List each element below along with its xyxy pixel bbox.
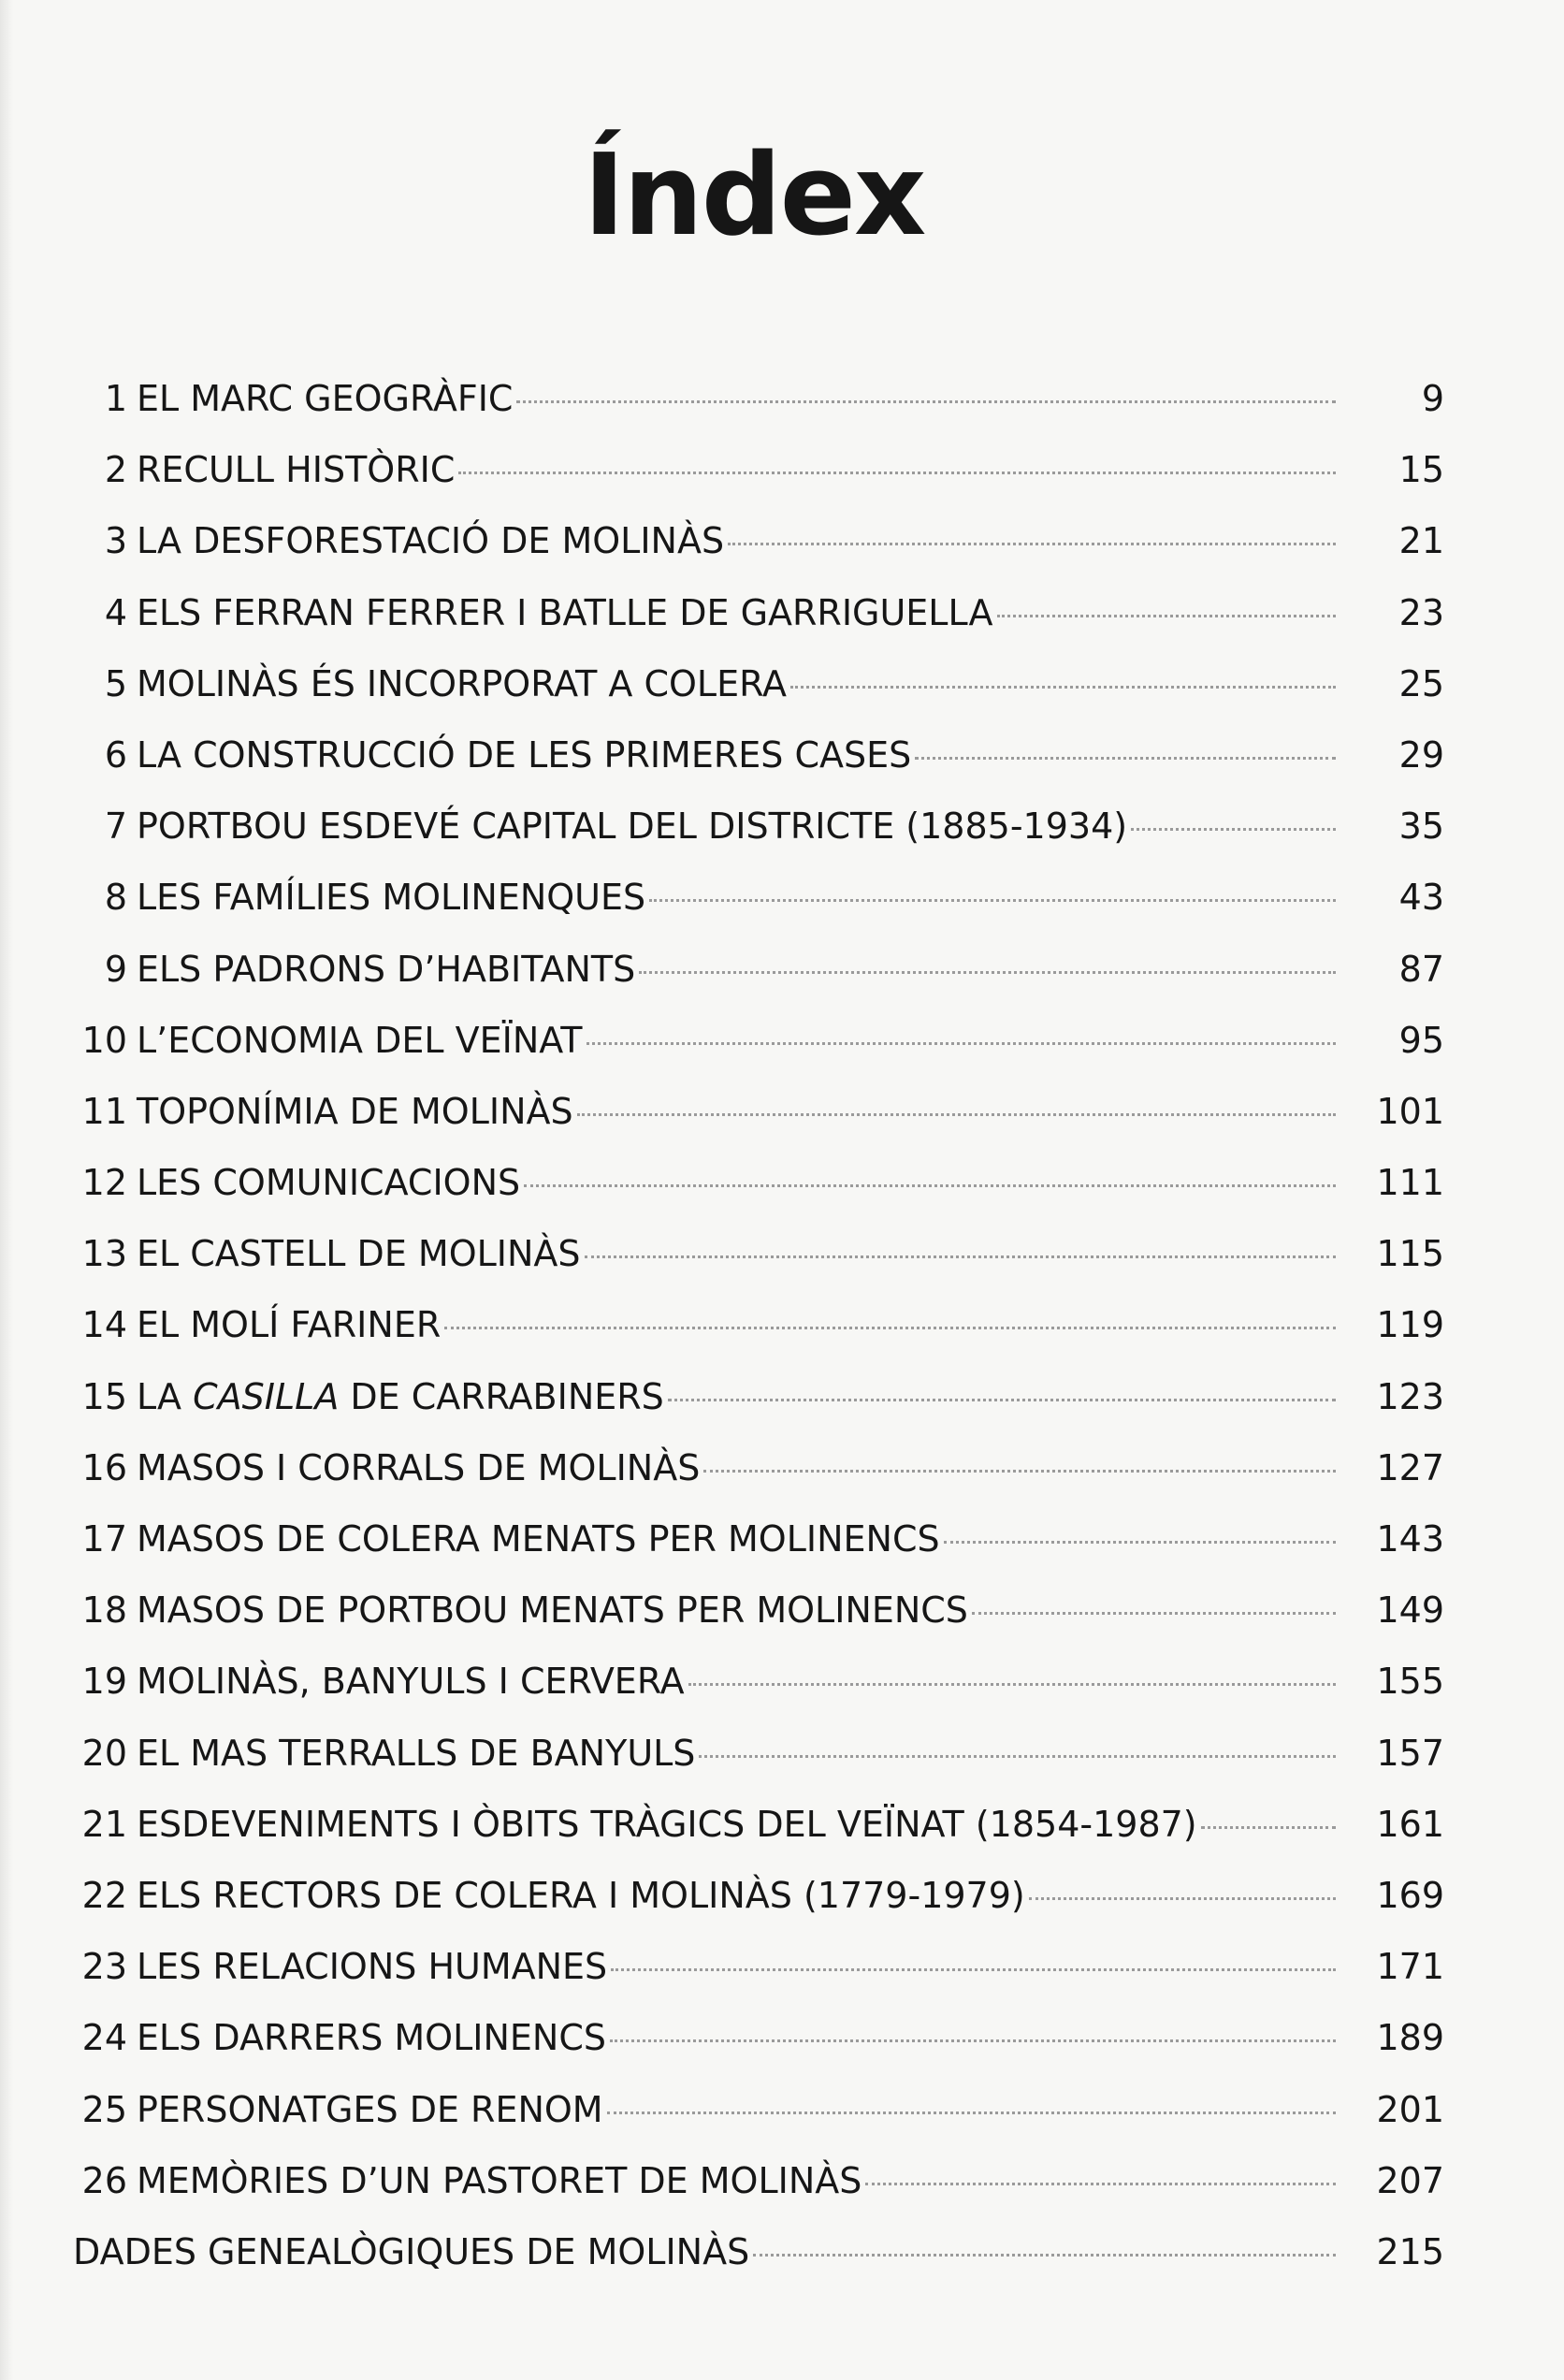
dot-leader <box>649 899 1336 902</box>
chapter-number: 9 <box>104 948 127 990</box>
dot-leader <box>865 2183 1336 2185</box>
chapter-title: PORTBOU ESDEVÉ CAPITAL DEL DISTRICTE (1885-1934) <box>137 805 1128 848</box>
chapter-title: DADES GENEALÒGIQUES DE MOLINÀS <box>73 2230 750 2272</box>
chapter-title: MOLINÀS ÉS INCORPORAT A COLERA <box>137 662 787 704</box>
dot-leader <box>639 971 1336 974</box>
dot-leader <box>585 1255 1336 1258</box>
page-number: 157 <box>1376 1732 1444 1774</box>
dot-leader <box>668 1399 1336 1401</box>
page-number: 127 <box>1376 1446 1444 1488</box>
chapter-title: LA CASILLA DE CARRABINERS <box>137 1375 664 1417</box>
toc-entry <box>73 2074 1444 2145</box>
page-number: 155 <box>1376 1661 1444 1703</box>
toc-entry <box>73 1147 1444 1218</box>
page-number: 21 <box>1398 520 1444 562</box>
toc-entry <box>73 1718 1444 1789</box>
toc-entry <box>73 1575 1444 1646</box>
chapter-title: LES RELACIONS HUMANES <box>137 1946 608 1988</box>
dot-leader <box>444 1327 1336 1329</box>
page-number: 149 <box>1376 1589 1444 1632</box>
chapter-number: 18 <box>81 1589 127 1632</box>
chapter-number: 3 <box>104 520 127 562</box>
dot-leader <box>610 2039 1336 2042</box>
dot-leader <box>915 757 1336 760</box>
chapter-number: 8 <box>104 877 127 919</box>
page-number: 123 <box>1376 1375 1444 1417</box>
page-number: 111 <box>1376 1162 1444 1204</box>
chapter-number: 15 <box>81 1375 127 1417</box>
toc-entry <box>73 1432 1444 1503</box>
dot-leader <box>611 1968 1336 1971</box>
page-number: 87 <box>1398 948 1444 990</box>
toc-entry <box>73 577 1444 648</box>
page-number: 215 <box>1376 2230 1444 2272</box>
chapter-title: EL CASTELL DE MOLINÀS <box>137 1233 581 1275</box>
dot-leader <box>607 2112 1336 2114</box>
chapter-number: 17 <box>81 1518 127 1560</box>
chapter-title: EL MOLÍ FARINER <box>137 1304 442 1346</box>
chapter-title: ELS RECTORS DE COLERA I MOLINÀS (1779-1979) <box>137 1874 1025 1916</box>
dot-leader <box>997 615 1336 617</box>
chapter-title: LES FAMÍLIES MOLINENQUES <box>137 877 646 919</box>
page-number: 115 <box>1376 1233 1444 1275</box>
page-number: 169 <box>1376 1874 1444 1916</box>
toc-entry <box>73 1218 1444 1289</box>
dot-leader <box>524 1184 1336 1187</box>
toc-entry <box>73 1931 1444 2002</box>
toc-entry <box>73 2145 1444 2216</box>
toc-entry <box>73 1503 1444 1575</box>
toc-entry <box>73 1076 1444 1147</box>
dot-leader <box>944 1541 1336 1544</box>
dot-leader <box>972 1612 1336 1615</box>
page-number: 29 <box>1398 733 1444 776</box>
chapter-number: 26 <box>81 2159 127 2201</box>
chapter-number: 21 <box>81 1803 127 1845</box>
toc-entry <box>73 648 1444 719</box>
toc-entry <box>73 1789 1444 1860</box>
dot-leader <box>577 1113 1336 1116</box>
page-number: 143 <box>1376 1518 1444 1560</box>
dot-leader <box>1131 828 1336 831</box>
chapter-title: MASOS DE PORTBOU MENATS PER MOLINENCS <box>137 1589 968 1632</box>
chapter-title: MASOS DE COLERA MENATS PER MOLINENCS <box>137 1518 940 1560</box>
chapter-title: ELS DARRERS MOLINENCS <box>137 2017 606 2059</box>
toc-entry <box>73 1860 1444 1931</box>
chapter-number: 25 <box>81 2088 127 2130</box>
chapter-title: ESDEVENIMENTS I ÒBITS TRÀGICS DEL VEÏNAT (1854-1987) <box>137 1803 1197 1845</box>
dot-leader <box>516 400 1336 403</box>
chapter-title: MEMÒRIES D’UN PASTORET DE MOLINÀS <box>137 2159 862 2201</box>
toc-entry <box>73 2216 1444 2287</box>
chapter-title: EL MAS TERRALLS DE BANYULS <box>137 1732 696 1774</box>
dot-leader <box>458 472 1336 474</box>
chapter-number: 7 <box>104 805 127 848</box>
toc-entry <box>73 719 1444 791</box>
toc-entry <box>73 363 1444 434</box>
page-number: 207 <box>1376 2159 1444 2201</box>
page-number: 161 <box>1376 1803 1444 1845</box>
dot-leader <box>1029 1897 1336 1900</box>
page-number: 43 <box>1398 877 1444 919</box>
chapter-title: RECULL HISTÒRIC <box>137 449 456 491</box>
chapter-number: 2 <box>104 449 127 491</box>
page-number: 15 <box>1398 449 1444 491</box>
dot-leader <box>703 1470 1336 1473</box>
chapter-title: ELS FERRAN FERRER I BATLLE DE GARRIGUELLA <box>137 591 993 633</box>
chapter-title: EL MARC GEOGRÀFIC <box>137 378 514 419</box>
page-number: 101 <box>1376 1090 1444 1132</box>
dot-leader <box>753 2254 1336 2257</box>
toc-entry <box>73 1289 1444 1360</box>
dot-leader <box>688 1683 1336 1686</box>
toc-entry <box>73 2002 1444 2073</box>
toc-entry <box>73 1005 1444 1076</box>
chapter-number: 5 <box>104 662 127 704</box>
chapter-number: 14 <box>81 1304 127 1346</box>
dot-leader <box>1201 1826 1336 1829</box>
page-number: 9 <box>1421 378 1444 419</box>
dot-leader <box>699 1755 1336 1758</box>
page-title: Índex <box>583 131 925 261</box>
dot-leader <box>728 543 1336 545</box>
chapter-number: 16 <box>81 1446 127 1488</box>
chapter-number: 6 <box>104 733 127 776</box>
page-number: 25 <box>1398 662 1444 704</box>
dot-leader <box>586 1042 1336 1045</box>
chapter-title: TOPONÍMIA DE MOLINÀS <box>137 1090 573 1132</box>
chapter-title: MOLINÀS, BANYULS I CERVERA <box>137 1661 685 1703</box>
chapter-title: MASOS I CORRALS DE MOLINÀS <box>137 1446 701 1488</box>
chapter-title: PERSONATGES DE RENOM <box>137 2088 603 2130</box>
toc-entry <box>73 934 1444 1005</box>
toc-entry <box>73 1361 1444 1432</box>
chapter-number: 20 <box>81 1732 127 1774</box>
toc-entry <box>73 1646 1444 1717</box>
chapter-title: LA DESFORESTACIÓ DE MOLINÀS <box>137 520 725 562</box>
page-number: 171 <box>1376 1946 1444 1988</box>
chapter-number: 1 <box>104 378 127 419</box>
chapter-number: 23 <box>81 1946 127 1988</box>
page-edge-shadow <box>0 0 13 2380</box>
chapter-title: ELS PADRONS D’HABITANTS <box>137 948 636 990</box>
toc-entry <box>73 862 1444 933</box>
page-number: 201 <box>1376 2088 1444 2130</box>
page-number: 95 <box>1398 1019 1444 1061</box>
page-number: 189 <box>1376 2017 1444 2059</box>
chapter-number: 12 <box>81 1162 127 1204</box>
toc-entry <box>73 434 1444 505</box>
page-number: 119 <box>1376 1304 1444 1346</box>
chapter-title: LA CONSTRUCCIÓ DE LES PRIMERES CASES <box>137 733 912 776</box>
toc-entry <box>73 505 1444 576</box>
chapter-title: LES COMUNICACIONS <box>137 1162 521 1204</box>
table-of-contents <box>73 363 1444 2287</box>
chapter-title: L’ECONOMIA DEL VEÏNAT <box>137 1019 583 1061</box>
chapter-number: 22 <box>81 1874 127 1916</box>
chapter-number: 11 <box>81 1090 127 1132</box>
chapter-number: 4 <box>104 591 127 633</box>
dot-leader <box>790 686 1336 689</box>
chapter-number: 13 <box>81 1233 127 1275</box>
page-number: 23 <box>1398 591 1444 633</box>
chapter-number: 19 <box>81 1661 127 1703</box>
chapter-number: 10 <box>81 1019 127 1061</box>
toc-entry <box>73 791 1444 862</box>
chapter-number: 24 <box>81 2017 127 2059</box>
page-number: 35 <box>1398 805 1444 848</box>
